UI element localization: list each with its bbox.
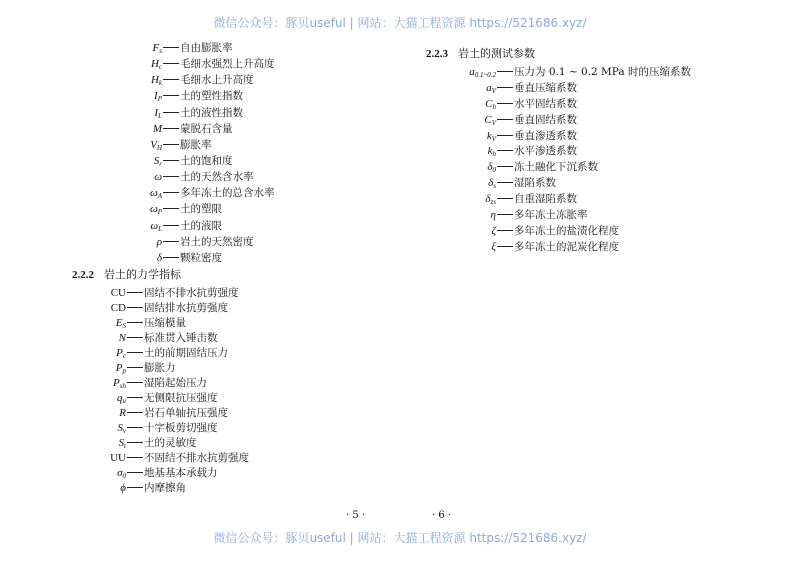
dash-separator (127, 307, 143, 308)
symbol-row (80, 390, 249, 405)
symbol-definition: 自重湿陷系数 (514, 193, 577, 206)
symbol-main: P (115, 362, 123, 374)
dash-separator (163, 225, 179, 226)
symbol-main: P (116, 347, 123, 359)
section-title: 岩土的力学指标 (104, 268, 181, 281)
watermark-footer: 微信公众号：豚贝useful | 网站：大猫工程资源 https://521686.xyz/ (213, 531, 587, 545)
symbol (440, 177, 496, 190)
symbol-subscript: s (493, 182, 496, 191)
symbol (80, 347, 126, 360)
symbol-main: σ (117, 467, 123, 479)
symbol-main: E (115, 317, 123, 329)
symbol-subscript: 0.1~0.2 (474, 71, 496, 79)
symbol-row (80, 72, 275, 88)
symbol-definition: 膨胀率 (180, 138, 212, 151)
symbol-row (80, 250, 275, 266)
symbol-row (440, 207, 691, 223)
symbol-main: CU (110, 287, 126, 299)
symbol-subscript: u (122, 397, 126, 405)
symbol (80, 287, 126, 299)
symbol (440, 193, 496, 206)
dash-separator (127, 352, 143, 353)
symbol-main: C (485, 97, 493, 110)
watermark-header: 微信公众号：豚贝useful | 网站：大猫工程资源 https://521686.xyz/ (213, 16, 587, 30)
symbol-list-mechanical (80, 285, 249, 495)
symbol-main: UU (110, 452, 126, 464)
symbol-row (80, 169, 275, 185)
symbol-row (80, 56, 275, 72)
symbol-row (80, 375, 249, 390)
symbol-definition: 颗粒密度 (180, 251, 222, 264)
symbol-definition: 标准贯入锤击数 (144, 332, 218, 344)
symbol-main: V (150, 138, 157, 151)
symbol (80, 123, 162, 135)
symbol-definition: 土的液限 (180, 219, 222, 232)
symbol-subscript: V (491, 134, 496, 143)
symbol (80, 317, 126, 330)
symbol-definition: 垂直固结系数 (514, 113, 577, 126)
symbol (80, 362, 126, 375)
dash-separator (163, 208, 179, 209)
symbol (80, 236, 162, 248)
symbol-row (440, 80, 691, 96)
symbol-definition: 毛细水强烈上升高度 (180, 58, 275, 71)
symbol-main: S (118, 437, 125, 449)
symbol-definition: 土的液性指数 (180, 106, 243, 119)
symbol-row (440, 112, 691, 128)
symbol-main: C (484, 113, 492, 126)
symbol-main: δ (485, 193, 491, 206)
symbol (80, 452, 126, 464)
symbol-main: δ (488, 177, 494, 190)
symbol (440, 98, 496, 111)
symbol-definition: 固结排水抗剪强度 (144, 302, 228, 314)
symbol-definition: 多年冻土的泥炭化程度 (514, 240, 619, 253)
symbol-definition: 岩石单轴抗压强度 (144, 407, 228, 419)
symbol-definition: 无侧限抗压强度 (144, 392, 218, 404)
symbol-main: a (469, 66, 475, 78)
symbol-definition: 土的塑性指数 (180, 90, 243, 103)
symbol-subscript: P (157, 208, 162, 217)
symbol-definition: 岩土的天然密度 (180, 235, 254, 248)
symbol-subscript: c (158, 63, 162, 72)
symbol-definition: 地基基本承载力 (144, 467, 218, 479)
dash-separator (163, 160, 179, 161)
symbol (80, 220, 162, 233)
dash-separator (497, 87, 513, 88)
symbol-main: ϕ (120, 482, 126, 494)
dash-separator (127, 292, 143, 293)
symbol-definition: 十字板剪切强度 (144, 422, 218, 434)
symbol-subscript: L (158, 111, 162, 120)
dash-separator (163, 192, 179, 193)
symbol-definition: 多年冻土冻胀率 (514, 209, 588, 222)
symbol (80, 332, 126, 344)
dash-separator (127, 337, 143, 338)
symbol-row (440, 159, 691, 175)
page-number-left: · 5 · (346, 510, 366, 521)
symbol (80, 203, 162, 216)
symbol (80, 58, 162, 71)
symbol-subscript: 0 (492, 166, 496, 175)
symbol-subscript: c (122, 352, 126, 360)
symbol (440, 161, 496, 174)
symbol-subscript: H (156, 143, 162, 152)
symbol-main: CD (110, 302, 126, 314)
symbol-row (440, 143, 691, 159)
symbol-main: δ (156, 251, 162, 264)
symbol-definition: 内摩擦角 (144, 482, 186, 494)
symbol-row (80, 234, 275, 250)
dash-separator (497, 71, 513, 72)
symbol-row (80, 121, 275, 137)
symbol-main: k (486, 129, 492, 142)
symbol-definition: 垂直压缩系数 (514, 81, 577, 94)
symbol-row (80, 345, 249, 360)
symbol-subscript: p (122, 367, 126, 375)
symbol-main: q (117, 392, 123, 404)
symbol (440, 66, 496, 79)
symbol-main: R (119, 407, 126, 419)
symbol (80, 90, 162, 103)
symbol (440, 209, 496, 221)
symbol-definition: 水平渗透系数 (514, 145, 577, 158)
symbol-subscript: 0 (122, 472, 126, 480)
dash-separator (163, 95, 179, 96)
symbol (440, 130, 496, 143)
dash-separator (127, 397, 143, 398)
dash-separator (497, 198, 513, 199)
dash-separator (127, 472, 143, 473)
symbol-row (80, 137, 275, 153)
symbol-row (80, 40, 275, 56)
dash-separator (127, 412, 143, 413)
dash-separator (163, 47, 179, 48)
symbol-row (80, 105, 275, 121)
symbol-main: ω (149, 187, 158, 200)
symbol (440, 82, 496, 95)
symbol (80, 302, 126, 314)
symbol-main: N (118, 332, 126, 344)
symbol-subscript: sh (119, 382, 126, 390)
dash-separator (497, 230, 513, 231)
dash-separator (163, 144, 179, 145)
symbol-definition: 冻土融化下沉系数 (514, 161, 598, 174)
symbol-definition: 垂直渗透系数 (514, 129, 577, 142)
symbol-row (80, 465, 249, 480)
dash-separator (497, 214, 513, 215)
symbol-subscript: P (157, 95, 162, 104)
dash-separator (497, 135, 513, 136)
section-number: 2.2.3 (426, 48, 448, 60)
dash-separator (497, 150, 513, 151)
symbol (80, 437, 126, 450)
symbol-row (80, 88, 275, 104)
symbol-main: ζ (491, 224, 496, 237)
symbol (80, 171, 162, 183)
symbol (80, 139, 162, 152)
symbol-main: η (490, 209, 496, 222)
symbol (80, 155, 162, 168)
symbol-row (80, 405, 249, 420)
symbol (80, 252, 162, 264)
symbol-subscript: A (157, 192, 162, 201)
dash-separator (497, 103, 513, 104)
symbol-row (440, 175, 691, 191)
symbol-main: a (486, 81, 492, 94)
symbol-main: H (150, 58, 159, 71)
symbol-row (80, 300, 249, 315)
symbol-main: δ (487, 161, 493, 174)
symbol-definition: 水平固结系数 (514, 97, 577, 110)
symbol (80, 107, 162, 120)
symbol-definition: 土的饱和度 (180, 154, 233, 167)
symbol-subscript: S (122, 322, 126, 330)
symbol-row (80, 218, 275, 234)
dash-separator (127, 487, 143, 488)
symbol-definition: 压缩模量 (144, 317, 186, 329)
symbol-main: I (154, 106, 159, 119)
symbol (440, 145, 496, 158)
symbol-main: S (117, 422, 123, 434)
symbol-row (80, 153, 275, 169)
symbol-main: F (152, 42, 160, 54)
symbol-row (80, 360, 249, 375)
symbol-row (80, 420, 249, 435)
section-title: 岩土的测试参数 (458, 47, 535, 60)
symbol-row (80, 285, 249, 300)
symbol-subscript: s (159, 47, 162, 55)
symbol-subscript: h (492, 150, 496, 159)
symbol-definition: 多年冻土的盐渍化程度 (514, 224, 619, 237)
symbol-subscript: t (124, 442, 126, 450)
symbol (80, 187, 162, 200)
symbol-row (80, 201, 275, 217)
dash-separator (163, 63, 179, 64)
symbol-row (440, 223, 691, 239)
symbol (80, 422, 126, 435)
dash-separator (497, 166, 513, 167)
symbol-main: ω (150, 219, 159, 232)
dash-separator (127, 442, 143, 443)
symbol-main: I (154, 90, 158, 103)
page-number-right: · 6 · (432, 510, 452, 521)
symbol-list-physical (80, 40, 275, 266)
dash-separator (163, 128, 179, 129)
symbol-main: ξ (491, 240, 496, 253)
dash-separator (127, 322, 143, 323)
dash-separator (163, 112, 179, 113)
symbol (80, 407, 126, 419)
symbol (80, 42, 162, 55)
symbol (440, 114, 496, 127)
symbol-main: ω (154, 171, 162, 184)
symbol-subscript: V (491, 118, 496, 127)
dash-separator (163, 257, 179, 258)
symbol-definition: 蒙脱石含量 (180, 122, 233, 135)
symbol-subscript: h (492, 102, 496, 111)
dash-separator (163, 241, 179, 242)
symbol (80, 467, 126, 480)
symbol-row (80, 315, 249, 330)
symbol-row (440, 96, 691, 112)
symbol-row (440, 128, 691, 144)
symbol-row (80, 330, 249, 345)
symbol (440, 241, 496, 253)
symbol-definition: 多年冻土的总含水率 (180, 187, 275, 200)
symbol-definition: 土的天然含水率 (180, 171, 254, 184)
dash-separator (127, 457, 143, 458)
symbol-main: P (113, 377, 120, 389)
symbol-definition: 土的前期固结压力 (144, 347, 228, 359)
symbol (80, 377, 126, 390)
symbol-row (80, 185, 275, 201)
symbol-subscript: k (158, 79, 162, 88)
symbol (80, 392, 126, 405)
dash-separator (497, 182, 513, 183)
symbol-main: ρ (156, 235, 162, 248)
section-heading-2-2-2 (72, 266, 181, 282)
symbol-definition: 自由膨胀率 (180, 42, 233, 54)
symbol-main: S (153, 154, 160, 167)
dash-separator (127, 367, 143, 368)
symbol-subscript: zs (490, 198, 496, 207)
symbol (440, 225, 496, 237)
symbol (80, 482, 126, 494)
symbol-definition: 土的灵敏度 (144, 437, 197, 449)
symbol-row (80, 435, 249, 450)
symbol-definition: 毛细水上升高度 (180, 74, 254, 87)
symbol-definition: 压力为 0.1 ~ 0.2 MPa 时的压缩系数 (514, 66, 691, 78)
symbol-subscript: L (158, 224, 162, 233)
symbol-row (440, 64, 691, 80)
symbol-definition: 不固结不排水抗剪强度 (144, 452, 249, 464)
dash-separator (497, 246, 513, 247)
symbol-definition: 土的塑限 (180, 203, 222, 216)
symbol-definition: 湿陷系数 (514, 177, 556, 190)
dash-separator (163, 176, 179, 177)
symbol-subscript: r (159, 159, 162, 168)
symbol-subscript: v (122, 427, 126, 435)
symbol (80, 74, 162, 87)
dash-separator (127, 382, 143, 383)
symbol-main: H (150, 74, 159, 87)
symbol-row (440, 239, 691, 255)
symbol-definition: 膨胀力 (144, 362, 176, 374)
section-heading-2-2-3 (426, 45, 535, 61)
symbol-definition: 湿陷起始压力 (144, 377, 207, 389)
dash-separator (497, 119, 513, 120)
symbol-main: M (152, 122, 162, 135)
symbol-subscript: V (491, 86, 496, 95)
symbol-row (440, 191, 691, 207)
dash-separator (163, 79, 179, 80)
symbol-main: ω (149, 203, 158, 216)
dash-separator (127, 427, 143, 428)
symbol-row (80, 480, 249, 495)
symbol-row (80, 450, 249, 465)
section-number: 2.2.2 (72, 269, 94, 281)
symbol-definition: 固结不排水抗剪强度 (144, 287, 239, 299)
symbol-list-testing (440, 64, 691, 255)
symbol-main: k (487, 145, 493, 158)
